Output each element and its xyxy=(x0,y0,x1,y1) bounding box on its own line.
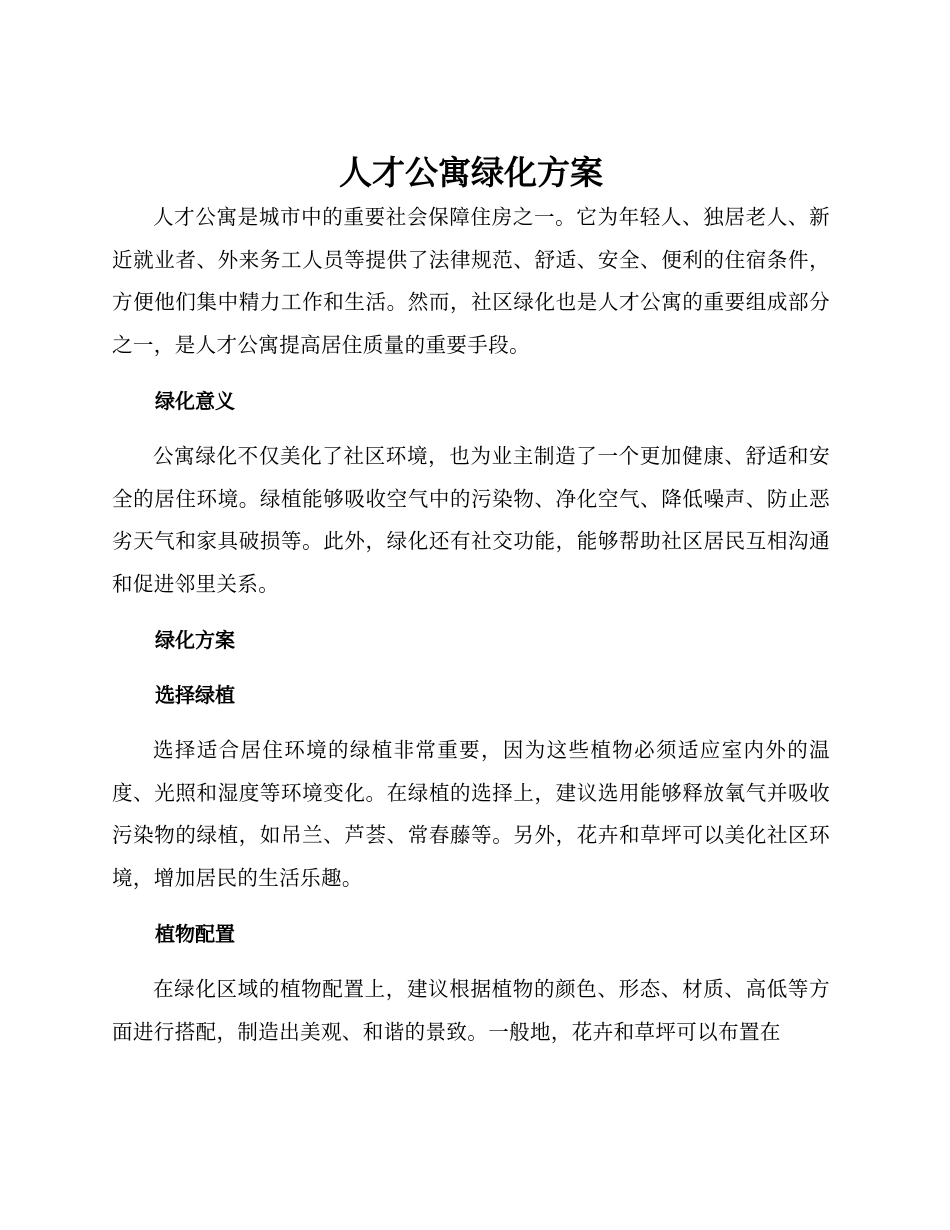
section-body-plant-selection: 选择适合居住环境的绿植非常重要，因为这些植物必须适应室内外的温度、光照和湿度等环境变化。在绿植的选择上，建议选用能够释放氧气并吸收污染物的绿植，如吊兰、芦荟、常春藤等。另外，花卉和草坪可以美化社区环境，增加居民的生活乐趣。 xyxy=(112,738,830,890)
section-heading-plant-arrangement: 植物配置 xyxy=(155,922,235,946)
section-body-plant-arrangement: 在绿化区域的植物配置上，建议根据植物的颜色、形态、材质、高低等方面进行搭配，制造出美观、和谐的景致。一般地，花卉和草坪可以布置在 xyxy=(112,977,830,1044)
section-heading-plant-selection: 选择绿植 xyxy=(155,683,235,707)
intro-paragraph: 人才公寓是城市中的重要社会保障住房之一。它为年轻人、独居老人、新近就业者、外来务工人员等提供了法律规范、舒适、安全、便利的住宿条件，方便他们集中精力工作和生活。然而，社区绿化也是人才公寓的重要组成部分之一，是人才公寓提高居住质量的重要手段。 xyxy=(112,205,830,357)
document-title: 人才公寓绿化方案 xyxy=(339,153,603,192)
section-heading-significance: 绿化意义 xyxy=(155,389,235,413)
section-heading-plan: 绿化方案 xyxy=(155,628,235,652)
document-page xyxy=(112,148,830,1067)
section-body-significance: 公寓绿化不仅美化了社区环境，也为业主制造了一个更加健康、舒适和安全的居住环境。绿植能够吸收空气中的污染物、净化空气、降低噪声、防止恶劣天气和家具破损等。此外，绿化还有社交功能，能够帮助社区居民互相沟通和促进邻里关系。 xyxy=(112,444,830,596)
